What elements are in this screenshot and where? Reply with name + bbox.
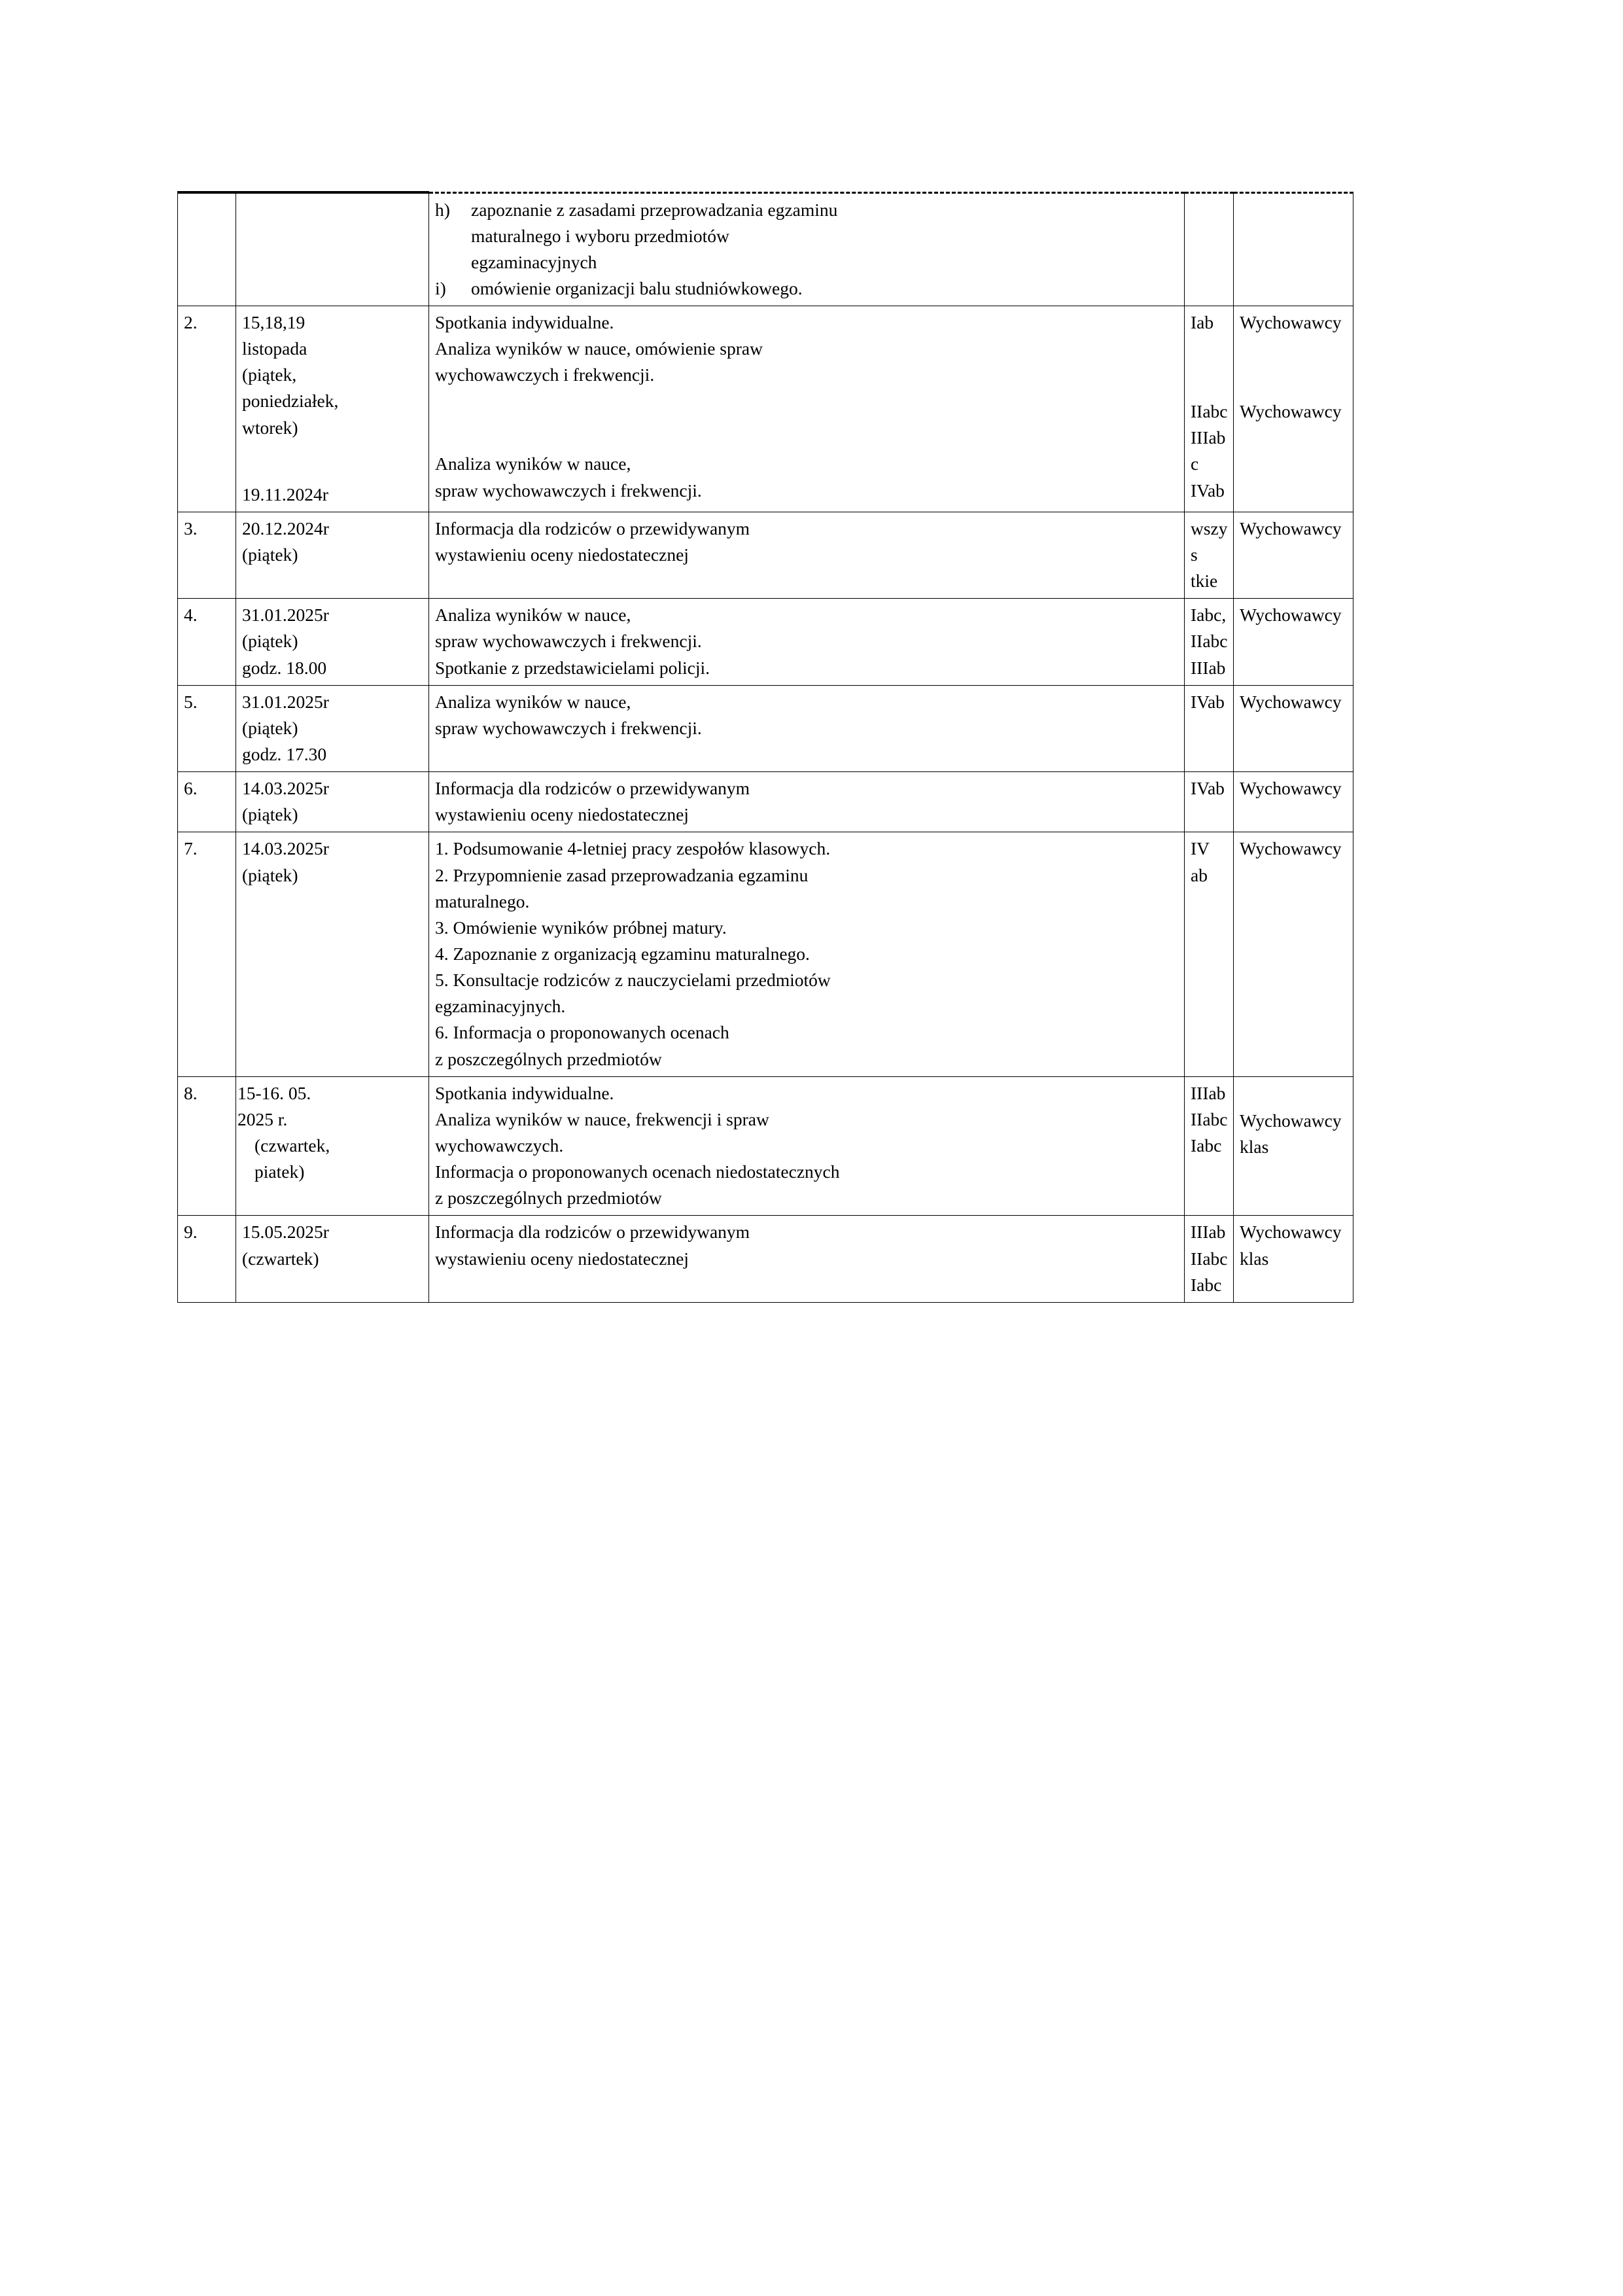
date-cell bbox=[236, 1216, 429, 1302]
date-line: 15,18,19 bbox=[242, 312, 305, 333]
date-line: 15.05.2025r bbox=[242, 1222, 329, 1243]
topic-line: Spotkanie z przedstawicielami policji. bbox=[435, 657, 710, 678]
class-line: IIIab bbox=[1191, 657, 1226, 678]
spacer bbox=[435, 388, 1179, 451]
class-line: ab bbox=[1191, 864, 1208, 885]
date-line: wtorek) bbox=[242, 417, 298, 438]
classes-cell bbox=[1185, 685, 1234, 771]
topic-line: 3. Omówienie wyników próbnej matury. bbox=[435, 917, 727, 938]
row-number-cell: 8. bbox=[178, 1076, 236, 1216]
date-line: 15-16. 05. bbox=[237, 1082, 311, 1103]
date-line: piatek) bbox=[254, 1161, 305, 1182]
date-line: (piątek) bbox=[242, 864, 298, 885]
responsible-cell: Wychowawcy bbox=[1234, 772, 1353, 832]
date-line: (czwartek, bbox=[254, 1135, 330, 1156]
topic-line: wychowawczych. bbox=[435, 1135, 564, 1156]
responsible-cell bbox=[1234, 1076, 1353, 1216]
date-cell bbox=[236, 772, 429, 832]
topic-line: Informacja dla rodziców o przewidywanym bbox=[435, 518, 750, 539]
date-line: 2025 r. bbox=[237, 1108, 288, 1129]
responsible-line: Wychowawcy bbox=[1240, 401, 1342, 422]
topic-line: spraw wychowawczych i frekwencji. bbox=[435, 717, 702, 738]
date-line: 31.01.2025r bbox=[242, 605, 329, 626]
topic-line: wystawieniu oceny niedostatecznej bbox=[435, 804, 689, 825]
topic-cell bbox=[429, 192, 1185, 306]
classes-cell bbox=[1185, 512, 1234, 598]
classes-cell bbox=[1185, 306, 1234, 512]
responsible-line: klas bbox=[1240, 1248, 1269, 1269]
responsible-cell: Wychowawcy bbox=[1234, 599, 1353, 685]
class-line: IVab bbox=[1191, 691, 1225, 712]
topic-line: Analiza wyników w nauce, omówienie spraw bbox=[435, 338, 763, 359]
class-line: IIabc bbox=[1191, 631, 1228, 652]
topic-line: wychowawczych i frekwencji. bbox=[435, 364, 655, 385]
row-number-cell: 2. bbox=[178, 306, 236, 512]
date-line: 19.11.2024r bbox=[242, 484, 328, 504]
class-line: IVab bbox=[1191, 778, 1225, 799]
class-line: IVab bbox=[1191, 480, 1225, 501]
date-line: (czwartek) bbox=[242, 1248, 319, 1269]
spacer bbox=[242, 441, 424, 482]
date-line: (piątek) bbox=[242, 544, 298, 565]
date-line: 14.03.2025r bbox=[242, 838, 329, 859]
class-line: wszys bbox=[1191, 518, 1228, 565]
responsible-cell: Wychowawcy bbox=[1234, 512, 1353, 598]
date-cell bbox=[236, 1076, 429, 1216]
table-row bbox=[178, 1076, 1353, 1216]
responsible-cell bbox=[1234, 1216, 1353, 1302]
class-line: IIabc bbox=[1191, 1248, 1228, 1269]
topic-line: Informacja o proponowanych ocenach niedostatecznych bbox=[435, 1161, 840, 1182]
spacer bbox=[1240, 336, 1348, 398]
topic-cell bbox=[429, 772, 1185, 832]
topic-line: 4. Zapoznanie z organizacją egzaminu maturalnego. bbox=[435, 944, 810, 964]
list-item bbox=[435, 275, 1179, 302]
topic-line: 1. Podsumowanie 4-letniej pracy zespołów klasowych. bbox=[435, 838, 831, 859]
date-line: (piątek) bbox=[242, 804, 298, 825]
date-line: (piątek) bbox=[242, 717, 298, 738]
table-row bbox=[178, 599, 1353, 685]
topic-line: z poszczególnych przedmiotów bbox=[435, 1188, 662, 1209]
topic-cell bbox=[429, 306, 1185, 512]
topic-cell bbox=[429, 832, 1185, 1076]
classes-cell bbox=[1185, 1216, 1234, 1302]
list-marker: i) bbox=[435, 277, 446, 298]
date-line: 20.12.2024r bbox=[242, 518, 329, 539]
class-line: IIabc bbox=[1191, 401, 1228, 422]
responsible-line: klas bbox=[1240, 1136, 1269, 1157]
row-number-cell: 5. bbox=[178, 685, 236, 771]
responsible-line: Wychowawcy bbox=[1240, 312, 1342, 333]
meeting-schedule-table bbox=[177, 191, 1353, 1303]
row-number-cell: 7. bbox=[178, 832, 236, 1076]
responsible-cell: Wychowawcy bbox=[1234, 685, 1353, 771]
class-line: IIabc bbox=[1191, 1108, 1228, 1129]
classes-cell bbox=[1185, 192, 1234, 306]
class-line: IIIab bbox=[1191, 1222, 1226, 1243]
classes-cell bbox=[1185, 832, 1234, 1076]
topic-line: Spotkania indywidualne. bbox=[435, 312, 614, 333]
responsible-cell bbox=[1234, 306, 1353, 512]
topic-line: omówienie organizacji balu studniówkowego. bbox=[471, 277, 803, 298]
table-row bbox=[178, 192, 1353, 306]
topic-line: Informacja dla rodziców o przewidywanym bbox=[435, 778, 750, 799]
class-line: IIIabc bbox=[1191, 427, 1226, 474]
responsible-line: Wychowawcy bbox=[1240, 1222, 1342, 1243]
responsible-cell bbox=[1234, 192, 1353, 306]
topic-line: 2. Przypomnienie zasad przeprowadzania egzaminu bbox=[435, 864, 809, 885]
date-line: godz. 17.30 bbox=[242, 744, 327, 765]
topic-line: 6. Informacja o proponowanych ocenach bbox=[435, 1022, 729, 1043]
row-number-cell: 3. bbox=[178, 512, 236, 598]
class-line: Iabc, bbox=[1191, 605, 1227, 626]
row-number-cell bbox=[178, 192, 236, 306]
row-number-cell: 4. bbox=[178, 599, 236, 685]
topic-line: maturalnego. bbox=[435, 891, 530, 911]
topic-line: Analiza wyników w nauce, frekwencji i spraw bbox=[435, 1108, 769, 1129]
topic-cell bbox=[429, 512, 1185, 598]
date-line: poniedziałek, bbox=[242, 391, 339, 412]
topic-line: zapoznanie z zasadami przeprowadzania egzaminu bbox=[471, 199, 838, 220]
lettered-list bbox=[435, 197, 1179, 302]
date-line: listopada bbox=[242, 338, 307, 359]
table-row bbox=[178, 832, 1353, 1076]
row-number-cell: 6. bbox=[178, 772, 236, 832]
responsible-line: Wychowawcy bbox=[1240, 1110, 1342, 1131]
date-line: (piątek, bbox=[242, 364, 297, 385]
class-line: tkie bbox=[1191, 571, 1218, 592]
class-line: IIIab bbox=[1191, 1082, 1226, 1103]
topic-line: egzaminacyjnych bbox=[471, 251, 597, 272]
date-line: godz. 18.00 bbox=[242, 657, 327, 678]
classes-cell bbox=[1185, 599, 1234, 685]
class-line: Iabc bbox=[1191, 1274, 1222, 1295]
topic-cell bbox=[429, 1076, 1185, 1216]
topic-cell bbox=[429, 1216, 1185, 1302]
date-cell bbox=[236, 192, 429, 306]
date-cell bbox=[236, 306, 429, 512]
list-marker: h) bbox=[435, 199, 450, 220]
table-row bbox=[178, 685, 1353, 771]
topic-line: wystawieniu oceny niedostatecznej bbox=[435, 544, 689, 565]
table-row bbox=[178, 1216, 1353, 1302]
date-cell bbox=[236, 599, 429, 685]
topic-line: Analiza wyników w nauce, bbox=[435, 691, 631, 712]
spacer bbox=[1240, 1080, 1348, 1108]
row-number-cell: 9. bbox=[178, 1216, 236, 1302]
topic-line: z poszczególnych przedmiotów bbox=[435, 1048, 662, 1069]
topic-line: spraw wychowawczych i frekwencji. bbox=[435, 480, 702, 501]
class-line: Iabc bbox=[1191, 1135, 1222, 1156]
date-cell bbox=[236, 512, 429, 598]
class-line: IV bbox=[1191, 838, 1210, 859]
date-cell bbox=[236, 832, 429, 1076]
responsible-cell: Wychowawcy bbox=[1234, 832, 1353, 1076]
date-line: (piątek) bbox=[242, 631, 298, 652]
topic-line: egzaminacyjnych. bbox=[435, 996, 566, 1017]
date-cell bbox=[236, 685, 429, 771]
topic-line: spraw wychowawczych i frekwencji. bbox=[435, 631, 702, 652]
date-line: 14.03.2025r bbox=[242, 778, 329, 799]
table-row bbox=[178, 306, 1353, 512]
class-line: Iab bbox=[1191, 312, 1214, 333]
topic-cell bbox=[429, 685, 1185, 771]
topic-line: 5. Konsultacje rodziców z nauczycielami przedmiotów bbox=[435, 970, 831, 991]
topic-line: Analiza wyników w nauce, bbox=[435, 453, 631, 474]
date-line: 31.01.2025r bbox=[242, 691, 329, 712]
classes-cell bbox=[1185, 1076, 1234, 1216]
table-row bbox=[178, 772, 1353, 832]
topic-cell bbox=[429, 599, 1185, 685]
spacer bbox=[1191, 336, 1229, 398]
classes-cell bbox=[1185, 772, 1234, 832]
topic-line: maturalnego i wyboru przedmiotów bbox=[471, 225, 729, 246]
topic-line: Informacja dla rodziców o przewidywanym bbox=[435, 1222, 750, 1243]
table-row bbox=[178, 512, 1353, 598]
topic-line: Spotkania indywidualne. bbox=[435, 1082, 614, 1103]
list-item bbox=[435, 197, 1179, 275]
topic-line: Analiza wyników w nauce, bbox=[435, 605, 631, 626]
topic-line: wystawieniu oceny niedostatecznej bbox=[435, 1248, 689, 1269]
